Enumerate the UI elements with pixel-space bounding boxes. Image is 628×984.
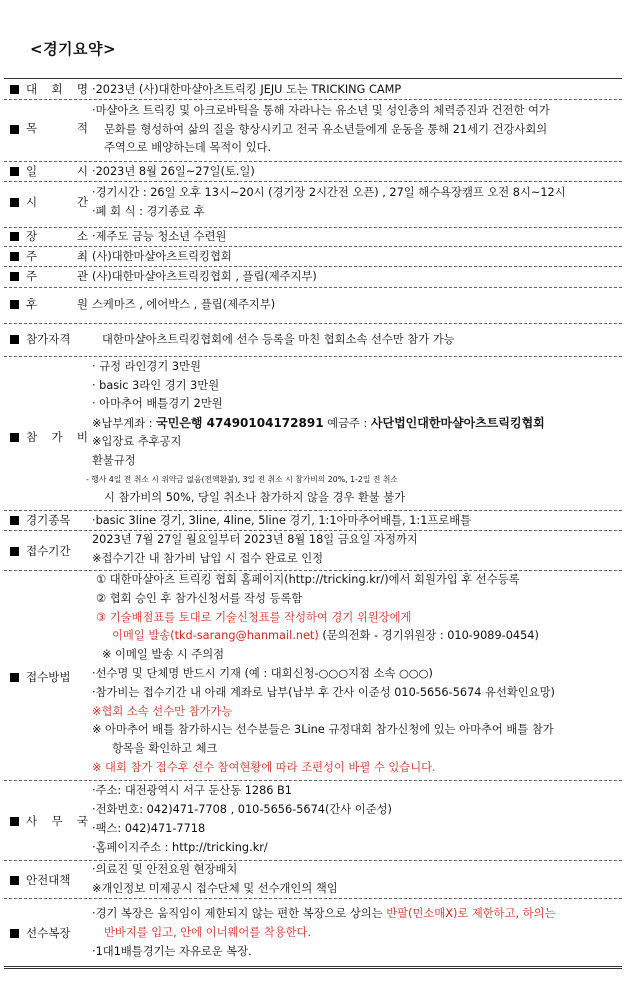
group-change-note: ※ 대회 참가 접수후 선수 참여현황에 따라 조편성이 바뀔 수 있습니다. xyxy=(92,760,436,774)
divider xyxy=(4,323,622,324)
bullet-square-icon xyxy=(10,85,19,94)
step-1: ① 대한마샬아츠 트릭킹 협회 홈페이지(http://tricking.kr/)에서 회원가입 후 선수등록 xyxy=(96,573,520,586)
bullet-square-icon xyxy=(10,516,19,525)
row-value: 문화를 형성하여 삶의 질을 향상시키고 전국 유소년들에게 운동을 통해 21세기 건강사회의 xyxy=(104,122,548,136)
divider xyxy=(4,510,622,511)
divider xyxy=(4,287,622,288)
row-value: ※접수기간 내 참가비 납입 시 접수 완료로 인정 xyxy=(92,551,324,565)
fax: ·팩스: 042)471-7718 xyxy=(92,822,206,835)
row-value: 대한마샬아츠트릭킹협회에 선수 등록을 마친 협회소속 선수만 참가 가능 xyxy=(102,333,455,346)
row-label: 안전대책 xyxy=(26,873,71,887)
contact-phone: (문의전화 - 경기위원장 : 010-9089-0454) xyxy=(318,629,539,643)
dress-rule-highlight: 반팔(민소매X)로 제한하고, 하의는 xyxy=(386,907,556,920)
row-value: (사)대한마샬아츠트릭킹협회 xyxy=(92,250,232,263)
step-3: ③ 기술배점표를 토대로 기술신청표를 작성하여 경기 위원장에게 xyxy=(96,610,412,624)
row-label: 접수기간 xyxy=(26,544,71,558)
row-label: 접수방법 xyxy=(26,670,71,684)
bullet-square-icon xyxy=(10,272,19,281)
fee-item: · basic 3라인 경기 3만원 xyxy=(92,378,220,392)
row-label: 경기종목 xyxy=(26,513,71,527)
bottom-rule xyxy=(4,966,622,969)
account-holder: 사단법인대한마샬아츠트릭킹협회 xyxy=(370,415,545,430)
amateur-battle-note: ※ 아마추어 배틀 참가하시는 선수분들은 3Line 규정대회 참가신청에 있는 아마추어 배틀 참가 xyxy=(92,723,554,737)
row-value: ·의료진 및 안전요원 현장배치 xyxy=(92,863,238,876)
row-label: 주 최 xyxy=(26,249,88,263)
amateur-battle-note: 항목을 확인하고 체크 xyxy=(112,742,218,756)
bullet-square-icon xyxy=(10,335,19,344)
caution-item: ·선수명 및 단체명 반드시 기재 (예 : 대회신청-○○○지점 소속 ○○○) xyxy=(92,666,433,680)
divider xyxy=(4,356,622,357)
admission-note: ※입장료 추후공지 xyxy=(92,435,182,449)
step-2: ② 협회 승인 후 참가신청서를 작성 등록함 xyxy=(96,591,303,605)
dress-rule xyxy=(92,904,620,923)
member-only-note: ※협회 소속 선수만 참가가능 xyxy=(92,704,233,718)
bullet-square-icon xyxy=(10,232,19,241)
row-value: ·제주도 금능 청소년 수련원 xyxy=(92,230,227,243)
bullet-square-icon xyxy=(10,547,19,556)
row-label: 참 가 비 xyxy=(26,430,88,444)
row-value: (사)대한마샬아츠트릭킹협회 , 플립(제주지부) xyxy=(92,270,317,283)
bullet-square-icon xyxy=(10,198,19,207)
bullet-square-icon xyxy=(10,817,19,826)
row-label: 주 관 xyxy=(26,269,88,283)
bullet-square-icon xyxy=(10,167,19,176)
row-label: 장 소 xyxy=(26,229,88,243)
fee-item: · 아마추어 배틀경기 2만원 xyxy=(92,397,223,411)
account-prefix: ※납부계좌 : xyxy=(92,416,157,430)
bullet-square-icon xyxy=(10,929,19,938)
row-value: ·2023년 (사)대한마샬아츠트릭킹 JEJU 도는 TRICKING CAMP xyxy=(92,83,402,96)
row-label: 일 시 xyxy=(26,164,88,178)
divider xyxy=(4,161,622,162)
account-line xyxy=(92,414,620,434)
row-label: 참가자격 xyxy=(26,332,71,346)
fee-item: · 규정 라인경기 3만원 xyxy=(92,360,201,373)
bullet-square-icon xyxy=(10,252,19,261)
row-value: 2023년 7월 27일 월요일부터 2023년 8월 18일 금요일 자정까지 xyxy=(92,533,418,546)
account-holder-label: 예금주 : xyxy=(323,416,371,430)
row-value: ※개인정보 미제공시 접수단체 및 선수개인의 책임 xyxy=(92,881,338,895)
dress-rule-text: ·경기 복장은 움직임이 제한되지 않는 편한 복장으로 상의는 xyxy=(92,907,387,920)
row-value: ·basic 3line 경기, 3line, 4line, 5line 경기, 1:1아마추어배틀, 1:1프로배틀 xyxy=(92,514,472,527)
row-label: 후 원 xyxy=(26,297,88,311)
caution-item: ·참가비는 접수기간 내 아래 계좌로 납부(납부 후 간사 이준성 010-5656-5674 유선확인요망) xyxy=(92,685,555,699)
row-value: ·폐 회 식 : 경기종료 후 xyxy=(92,204,205,218)
row-label: 목 적 xyxy=(26,121,88,135)
bullet-square-icon xyxy=(10,673,19,682)
bullet-square-icon xyxy=(10,125,19,134)
account-number: 국민은행 47490104172891 xyxy=(156,415,324,430)
refund-title: 환불규정 xyxy=(92,453,136,467)
row-label: 선수복장 xyxy=(26,926,71,940)
row-label: 사 무 국 xyxy=(26,814,88,828)
bullet-square-icon xyxy=(10,433,19,442)
row-value: ·경기시간 : 26일 오후 13시~20시 (경기장 2시간전 오픈) , 27일 해수욕장캠프 오전 8시~12시 xyxy=(92,186,566,199)
address: ·주소: 대전광역시 서구 둔산동 1286 B1 xyxy=(92,784,292,797)
row-value: ·2023년 8월 26일~27일(토.일) xyxy=(92,165,255,178)
bullet-square-icon xyxy=(10,876,19,885)
email-caution: ※ 이메일 발송 시 주의점 xyxy=(102,648,225,662)
row-label: 시 간 xyxy=(26,195,88,209)
bullet-square-icon xyxy=(10,300,19,309)
refund-rule: 시 참가비의 50%, 당일 취소나 참가하지 않을 경우 환불 불가 xyxy=(104,491,406,505)
top-rule xyxy=(4,78,622,79)
row-label: 대 회 명 xyxy=(26,82,88,96)
email-line xyxy=(92,627,620,646)
row-value: 주역으로 배양하는데 목적이 있다. xyxy=(104,141,272,154)
dress-rule-highlight: 반바지를 입고, 안에 이너웨어를 착용한다. xyxy=(104,926,312,939)
page-title: <경기요약> xyxy=(30,40,117,58)
phone: ·전화번호: 042)471-7708 , 010-5656-5674(간사 이준성) xyxy=(92,803,392,816)
row-value: 스케마즈 , 에어박스 , 플립(제주지부) xyxy=(92,298,276,311)
battle-dress-rule: ·1대1배틀경기는 자유로운 복장. xyxy=(92,945,252,958)
homepage-link[interactable]: ·홈페이지주소 : http://tricking.kr/ xyxy=(92,841,268,854)
divider xyxy=(4,898,622,899)
refund-rule: - 행사 4일 전 취소 시 위약금 없음(전액환불), 3일 전 취소 시 참가비의 20%, 1-2일 전 취소 xyxy=(86,474,398,484)
row-value: ·마샬아츠 트릭킹 및 아크로바틱을 통해 자라나는 유소년 및 성인층의 체력증진과 건전한 여가 xyxy=(92,104,550,117)
email-address[interactable]: 이메일 발송(tkd-sarang@hanmail.net) xyxy=(112,629,319,643)
